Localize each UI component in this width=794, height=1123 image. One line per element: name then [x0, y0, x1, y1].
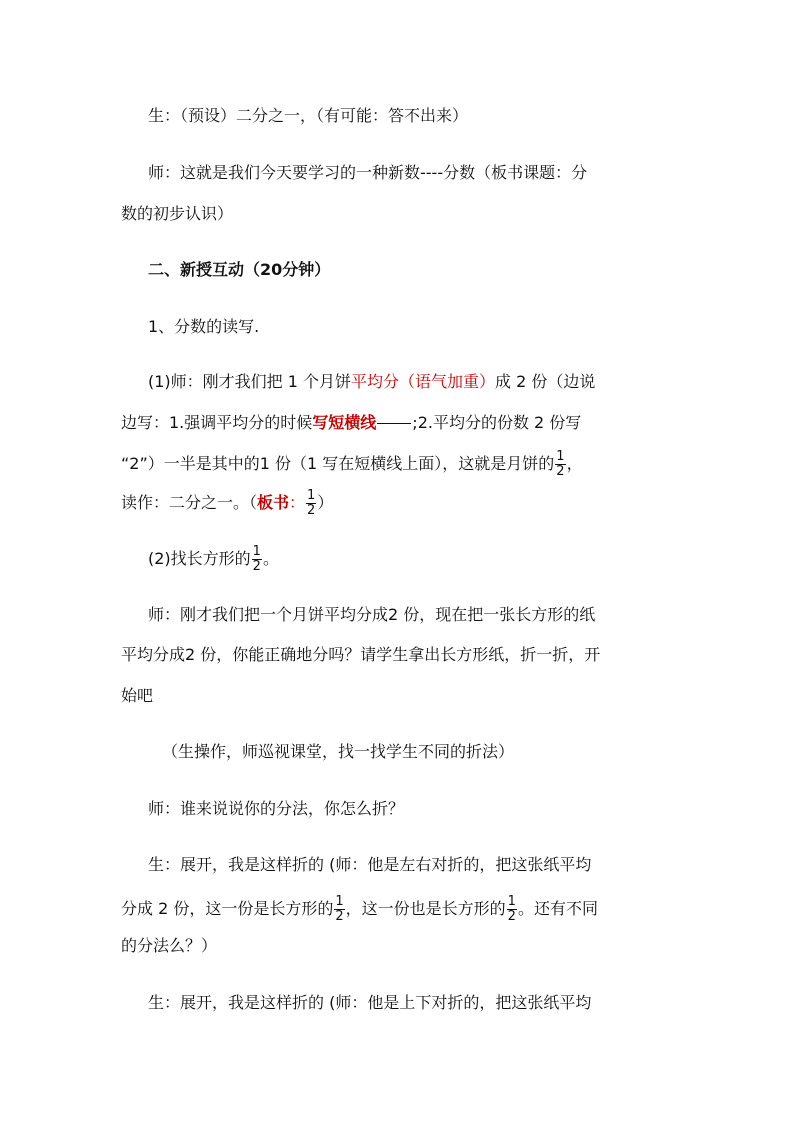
fraction-one-half — [507, 895, 517, 924]
denominator: 2 — [307, 503, 316, 518]
line-teacher-intro: 师：这就是我们今天要学习的一种新数----分数（板书课题：分 — [148, 163, 588, 182]
text: ， — [566, 454, 583, 473]
emphasis-text: 平均分（语气加重） — [351, 372, 496, 391]
text: 边写：1.强调平均分的时候 — [121, 413, 313, 432]
numerator: 1 — [335, 894, 344, 909]
line-student-fold-1: 生：展开，我是这样折的 (师：他是左右对折的，把这张纸平均 — [148, 855, 592, 874]
line-student-operate: （生操作，师巡视课堂，找一找学生不同的折法） — [162, 742, 515, 761]
numerator: 1 — [252, 544, 261, 559]
subsection-heading: 1、分数的读写. — [148, 317, 260, 336]
line-step2 — [148, 545, 279, 574]
line-student-answer: 生：（预设）二分之一，（有可能：答不出来） — [148, 106, 469, 125]
emphasis-text: 板书 — [257, 493, 290, 512]
line-teacher-rect-2: 平均分成2 份，你能正确地分吗？请学生拿出长方形纸，折一折，开 — [121, 645, 601, 664]
numerator: 1 — [556, 449, 565, 464]
line-teacher-question: 师：谁来说说你的分法，你怎么折？ — [148, 799, 405, 818]
emphasis-text: 写短横线 — [312, 413, 377, 432]
text: (2)找长方形的 — [148, 549, 251, 568]
denominator: 2 — [335, 909, 344, 924]
text: ，这一份也是长方形的 — [345, 899, 506, 918]
fraction-one-half — [252, 545, 262, 574]
fraction-one-half — [306, 489, 316, 518]
text: “2”）一半是其中的1 份（1 写在短横线上面），这就是月饼的 — [121, 454, 555, 473]
text: ） — [317, 493, 334, 512]
numerator: 1 — [307, 488, 316, 503]
text: ;2.平均分的份数 2 份写 — [412, 413, 582, 432]
section-heading: 二、新授互动（20分钟） — [148, 260, 331, 279]
line-student-fold-1b — [121, 895, 598, 924]
line-reading — [121, 489, 333, 518]
text: 读作：二分之一。（ — [121, 493, 258, 512]
line-student-fold-1c: 的分法么？） — [121, 936, 218, 955]
line-teacher-rect: 师：刚才我们把一个月饼平均分成2 份，现在把一张长方形的纸 — [148, 605, 596, 624]
denominator: 2 — [252, 559, 261, 574]
line-teacher-rect-3: 始吧 — [121, 686, 154, 705]
line-topic: 数的初步认识） — [121, 204, 234, 223]
denominator: 2 — [556, 464, 565, 479]
line-student-fold-2: 生：展开，我是这样折的 (师：他是上下对折的，把这张纸平均 — [148, 993, 592, 1012]
text: 成 2 份（边说 — [495, 372, 596, 391]
denominator: 2 — [507, 909, 516, 924]
colon: ： — [289, 493, 306, 512]
numerator: 1 — [507, 894, 516, 909]
text: 分成 2 份，这一份是长方形的 — [121, 899, 334, 918]
fraction-one-half — [334, 895, 344, 924]
short-line-mark — [377, 423, 411, 424]
fraction-one-half — [555, 450, 565, 479]
text: (1)师：刚才我们把 1 个月饼 — [148, 372, 352, 391]
line-step1-half — [121, 450, 583, 479]
text: 。 — [262, 549, 279, 568]
text: 。还有不同 — [517, 899, 598, 918]
line-step1 — [148, 370, 595, 394]
line-step1-writing — [121, 411, 581, 435]
